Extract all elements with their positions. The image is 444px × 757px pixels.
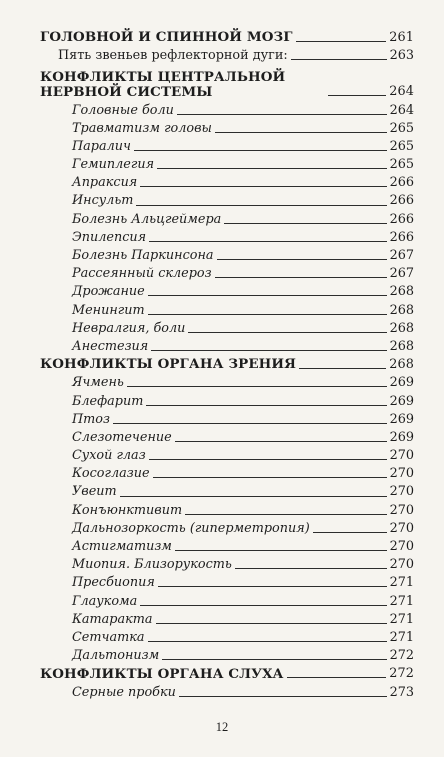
toc-entry-title: Серные пробки: [72, 684, 176, 700]
toc-leader-line: [140, 186, 386, 187]
toc-leader-line: [162, 659, 386, 660]
toc-entry: [40, 372, 414, 390]
toc-entry-page: 268: [389, 302, 414, 318]
toc-entry-title: КОНФЛИКТЫ ОРГАНА СЛУХА: [40, 665, 284, 682]
toc-entry: [40, 536, 414, 554]
toc-entry-title: Травматизм головы: [72, 120, 212, 136]
toc-entry-page: 265: [389, 138, 414, 154]
toc-leader-line: [328, 95, 386, 96]
toc-entry: [40, 554, 414, 572]
toc-leader-line: [175, 550, 387, 551]
toc-entry: [40, 263, 414, 281]
toc-entry-title: Анестезия: [72, 338, 149, 354]
toc-entry-page: 272: [389, 648, 414, 664]
toc-leader-line: [120, 496, 387, 497]
toc-entry-page: 269: [389, 429, 414, 445]
toc-entry-page: 270: [389, 484, 414, 500]
toc-entry: [40, 681, 414, 699]
toc-entry-page: 269: [389, 411, 414, 427]
toc-entry-title: КОНФЛИКТЫ ЦЕНТРАЛЬНОЙ НЕРВНОЙ СИСТЕМЫ: [40, 68, 286, 100]
toc-entry-page: 271: [389, 629, 414, 645]
toc-leader-line: [149, 241, 386, 242]
toc-entry-title: КОНФЛИКТЫ ОРГАНА ЗРЕНИЯ: [40, 356, 297, 373]
toc-leader-line: [177, 114, 387, 115]
toc-entry: [40, 590, 414, 608]
toc-entry-page: 263: [389, 48, 414, 64]
toc-entry: [40, 427, 414, 445]
toc-entry-page: 271: [389, 611, 414, 627]
toc-entry: [40, 627, 414, 645]
toc-entry: [40, 500, 414, 518]
toc-entry-page: 268: [389, 284, 414, 300]
toc-entry-title: Рассеянный склероз: [72, 266, 212, 282]
toc-entry-title: Пресбиопия: [72, 575, 155, 591]
toc-leader-line: [151, 350, 386, 351]
toc-entry-title: Дальтонизм: [72, 648, 160, 664]
toc-leader-line: [224, 223, 386, 224]
toc-entry-title: Паралич: [72, 138, 131, 154]
toc-entry: [40, 518, 414, 536]
toc-entry: [40, 390, 414, 408]
toc-section-entry: [40, 63, 414, 99]
toc-entry-title: Головные боли: [72, 102, 174, 118]
toc-entry-title: Сухой глаз: [72, 448, 146, 464]
toc-entry-title: Инсульт: [72, 193, 134, 209]
toc-leader-line: [156, 623, 387, 624]
toc-entry-title: Невралгия, боли: [72, 320, 186, 336]
toc-entry: [40, 572, 414, 590]
toc-entry-title: Дальнозоркость (гиперметропия): [72, 520, 310, 536]
toc-entry-title: Увеит: [72, 484, 117, 500]
toc-entry-title: Конъюнктивит: [72, 502, 183, 518]
toc-entry: [40, 136, 414, 154]
toc-entry-page: 270: [389, 448, 414, 464]
toc-entry-page: 268: [389, 320, 414, 336]
toc-entry-page: 267: [389, 266, 414, 282]
toc-leader-line: [175, 441, 387, 442]
toc-entry-title: Глаукома: [72, 593, 138, 609]
toc-entry-page: 268: [389, 357, 414, 373]
toc-entry-title: Эпилепсия: [72, 229, 147, 245]
toc-entry-page: 270: [389, 502, 414, 518]
toc-leader-line: [188, 332, 386, 333]
toc-entry: [40, 481, 414, 499]
toc-entry-title: Миопия. Близорукость: [72, 557, 232, 573]
toc-leader-line: [185, 514, 386, 515]
toc-leader-line: [134, 150, 387, 151]
toc-leader-line: [215, 277, 387, 278]
toc-entry-page: 267: [389, 248, 414, 263]
toc-entry: [40, 299, 414, 317]
toc-entry-page: 264: [389, 102, 414, 118]
toc-leader-line: [215, 132, 387, 133]
toc-entry: [40, 445, 414, 463]
toc-entry: [40, 154, 414, 172]
toc-entry: [40, 245, 414, 263]
toc-entry-title: Апраксия: [72, 175, 138, 191]
toc-entry-title: Катаракта: [72, 611, 153, 627]
toc-leader-line: [157, 168, 387, 169]
toc-entry: [40, 281, 414, 299]
toc-leader-line: [291, 59, 387, 60]
toc-leader-line: [148, 641, 387, 642]
toc-leader-line: [287, 677, 387, 678]
toc-entry: [40, 609, 414, 627]
toc-leader-line: [299, 368, 386, 369]
toc-entry-page: 272: [389, 666, 414, 682]
toc-entry-page: 265: [389, 157, 414, 173]
toc-leader-line: [153, 477, 387, 478]
toc-entry-page: 270: [389, 539, 414, 554]
toc-entry-title: Ячмень: [72, 375, 124, 391]
toc-entry-page: 269: [389, 375, 414, 391]
toc-entry: [40, 99, 414, 117]
toc-leader-line: [158, 586, 387, 587]
toc-section-entry: [40, 663, 414, 681]
toc-entry-page: 268: [389, 338, 414, 354]
toc-entry: [40, 227, 414, 245]
toc-entry-page: 273: [389, 684, 414, 700]
toc-leader-line: [113, 423, 387, 424]
toc-entry-page: 266: [389, 175, 414, 191]
toc-entry: [40, 318, 414, 336]
toc-entry-page: 271: [389, 593, 414, 609]
toc-entry-page: 271: [389, 575, 414, 591]
toc-entry-title: Астигматизм: [72, 539, 172, 554]
toc-entry: [40, 209, 414, 227]
toc-leader-line: [146, 405, 386, 406]
toc-entry-page: 266: [389, 193, 414, 209]
toc-section-entry: [40, 27, 414, 45]
toc-leader-line: [179, 696, 387, 697]
toc-entry-title: Менингит: [72, 302, 145, 318]
toc-entry: [40, 45, 414, 63]
toc-entry: [40, 463, 414, 481]
toc-entry-title: Болезнь Паркинсона: [72, 248, 214, 263]
toc-entry-title: Птоз: [72, 411, 110, 427]
toc-entry: [40, 118, 414, 136]
toc-entry-title: Слезотечение: [72, 429, 172, 445]
toc-entry-title: Болезнь Альцгеймера: [72, 211, 222, 227]
toc-leader-line: [148, 295, 387, 296]
toc-entry-page: 270: [389, 466, 414, 482]
toc-entry-title: Косоглазие: [72, 466, 150, 482]
toc-section-entry: [40, 354, 414, 372]
toc-entry-title: Дрожание: [72, 284, 145, 300]
toc-leader-line: [127, 386, 387, 387]
page-number: 12: [215, 720, 229, 734]
toc-leader-line: [148, 314, 387, 315]
toc-entry-title: Блефарит: [72, 393, 144, 409]
toc-leader-line: [235, 568, 387, 569]
toc-entry-title: Сетчатка: [72, 629, 145, 645]
toc-leader-line: [217, 259, 387, 260]
toc-entry-page: 270: [389, 520, 414, 536]
toc-entry-page: 266: [389, 211, 414, 227]
toc-entry-page: 266: [389, 229, 414, 245]
toc-entry-page: 265: [389, 120, 414, 136]
toc-leader-line: [140, 605, 386, 606]
toc-entry-page: 269: [389, 393, 414, 409]
toc-entry-title: Гемиплегия: [72, 157, 155, 173]
toc-entry-page: 261: [389, 30, 414, 46]
toc-entry: [40, 409, 414, 427]
toc-leader-line: [136, 205, 386, 206]
toc-entry-title: Пять звеньев рефлекторной дуги:: [58, 48, 288, 64]
table-of-contents: [40, 27, 414, 700]
toc-entry-page: 264: [389, 84, 414, 100]
toc-entry-page: 270: [389, 557, 414, 573]
toc-leader-line: [149, 459, 387, 460]
toc-entry: [40, 172, 414, 190]
toc-entry: [40, 336, 414, 354]
toc-leader-line: [296, 41, 387, 42]
toc-leader-line: [313, 532, 387, 533]
toc-entry-title: ГОЛОВНОЙ И СПИННОЙ МОЗГ: [40, 29, 293, 46]
toc-entry: [40, 645, 414, 663]
toc-entry: [40, 190, 414, 208]
